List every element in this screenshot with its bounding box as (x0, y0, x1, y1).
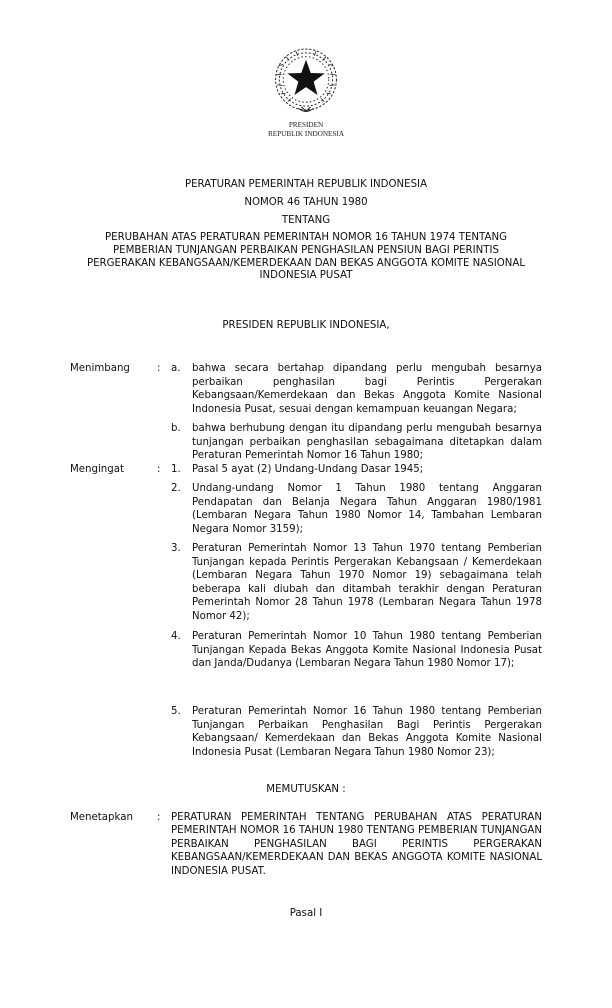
colon: : (157, 812, 161, 823)
item-marker: 2. (171, 483, 181, 494)
memutuskan-heading: MEMUTUSKAN : (266, 784, 346, 795)
menetapkan-label: Menetapkan (70, 812, 133, 823)
menetapkan-text: PERATURAN PEMERINTAH TENTANG PERUBAHAN ATAS PERATURAN PEMERINTAH NOMOR 16 TAHUN 1980 TENTANG PEMBERIAN TUNJANGAN PERBAIKAN PENGHASILAN BAGI PERINTIS PERGERAKAN KEBANGSAAN/KEMERDEKAAN DAN BEKAS ANGGOTA KOMITE NASIONAL INDONESIA PUSAT. (171, 812, 542, 877)
subject-line: PEMBERIAN TUNJANGAN PERBAIKAN PENGHASILAN PENSIUN BAGI PERINTIS (113, 244, 499, 256)
item-marker: 4. (171, 631, 181, 642)
subject-line: INDONESIA PUSAT (259, 270, 353, 282)
item-marker: 1. (171, 464, 181, 475)
mengingat-item-text: Peraturan Pemerintah Nomor 16 Tahun 1980 tentang Pemberian Tunjangan Perbaikan Penghasilan Bagi Perintis Pergerakan Kebangsaan/ Kemerdekaan dan Bekas Anggota Komite Nasional Indonesia Pusat (Lembaran Negara Tahun 1980 Nomor 23); (192, 706, 542, 758)
mengingat-item-text: Pasal 5 ayat (2) Undang-Undang Dasar 1945; (192, 464, 424, 475)
item-marker: b. (171, 423, 181, 434)
menimbang-item-text: bahwa secara bertahap dipandang perlu mengubah besarnya perbaikan penghasilan bagi Perintis Pergerakan Kebangsaan/Kemerdekaan dan Bekas Anggota Komite Nasional Indonesia Pusat, sesuai dengan kemampuan keuangan Negara; (192, 363, 542, 415)
mengingat-item-text: Peraturan Pemerintah Nomor 10 Tahun 1980 tentang Pemberian Tunjangan Kepada Bekas Anggota Komite Nasional Indonesia Pusat dan Janda/Dudanya (Lembaran Negara Tahun 1980 Nomor 17); (192, 631, 542, 670)
regulation-number: NOMOR 46 TAHUN 1980 (244, 197, 368, 208)
regulation-subject (60, 232, 552, 283)
article-heading: Pasal I (289, 908, 323, 919)
subject-line: PERUBAHAN ATAS PERATURAN PEMERINTAH NOMOR 16 TAHUN 1974 TENTANG (105, 232, 507, 243)
regulation-about: TENTANG (281, 215, 331, 226)
menimbang-item-text: bahwa berhubung dengan itu dipandang perlu mengubah besarnya tunjangan perbaikan penghasilan sebagaimana ditetapkan dalam Peraturan Pemerintah Nomor 16 Tahun 1980; (192, 423, 542, 462)
item-marker: 5. (171, 706, 181, 717)
mengingat-item-text: Undang-undang Nomor 1 Tahun 1980 tentang Anggaran Pendapatan dan Belanja Negara Tahun Anggaran 1980/1981 (Lembaran Negara Tahun 1980 Nomor 14, Tambahan Lembaran Negara Nomor 3159); (192, 483, 542, 535)
subject-line: PERGERAKAN KEBANGSAAN/KEMERDEKAAN DAN BEKAS ANGGOTA KOMITE NASIONAL (86, 257, 526, 269)
issuer-line: PRESIDEN REPUBLIK INDONESIA, (222, 320, 390, 331)
mengingat-item-text: Peraturan Pemerintah Nomor 13 Tahun 1970 tentang Pemberian Tunjangan kepada Perintis Pergerakan Kebangsaan / Kemerdekaan (Lembaran Negara Tahun 1970 Nomor 19) sebagaimana telah beberapa kali diubah dan ditambah terakhir dengan Peraturan Pemerintah Nomor 28 Tahun 1978 (Lembaran Negara Tahun 1978 Nomor 42); (192, 543, 542, 622)
colon: : (157, 464, 161, 475)
emblem-caption-presiden: PRESIDEN (288, 121, 324, 129)
regulation-title: PERATURAN PEMERINTAH REPUBLIK INDONESIA (184, 179, 428, 190)
item-marker: 3. (171, 543, 181, 554)
item-marker: a. (171, 363, 181, 374)
mengingat-label: Mengingat (70, 464, 124, 475)
colon: : (157, 363, 161, 374)
presidential-emblem-icon (268, 43, 344, 119)
emblem-caption-republik: REPUBLIK INDONESIA (267, 130, 345, 138)
menimbang-label: Menimbang (70, 363, 130, 374)
